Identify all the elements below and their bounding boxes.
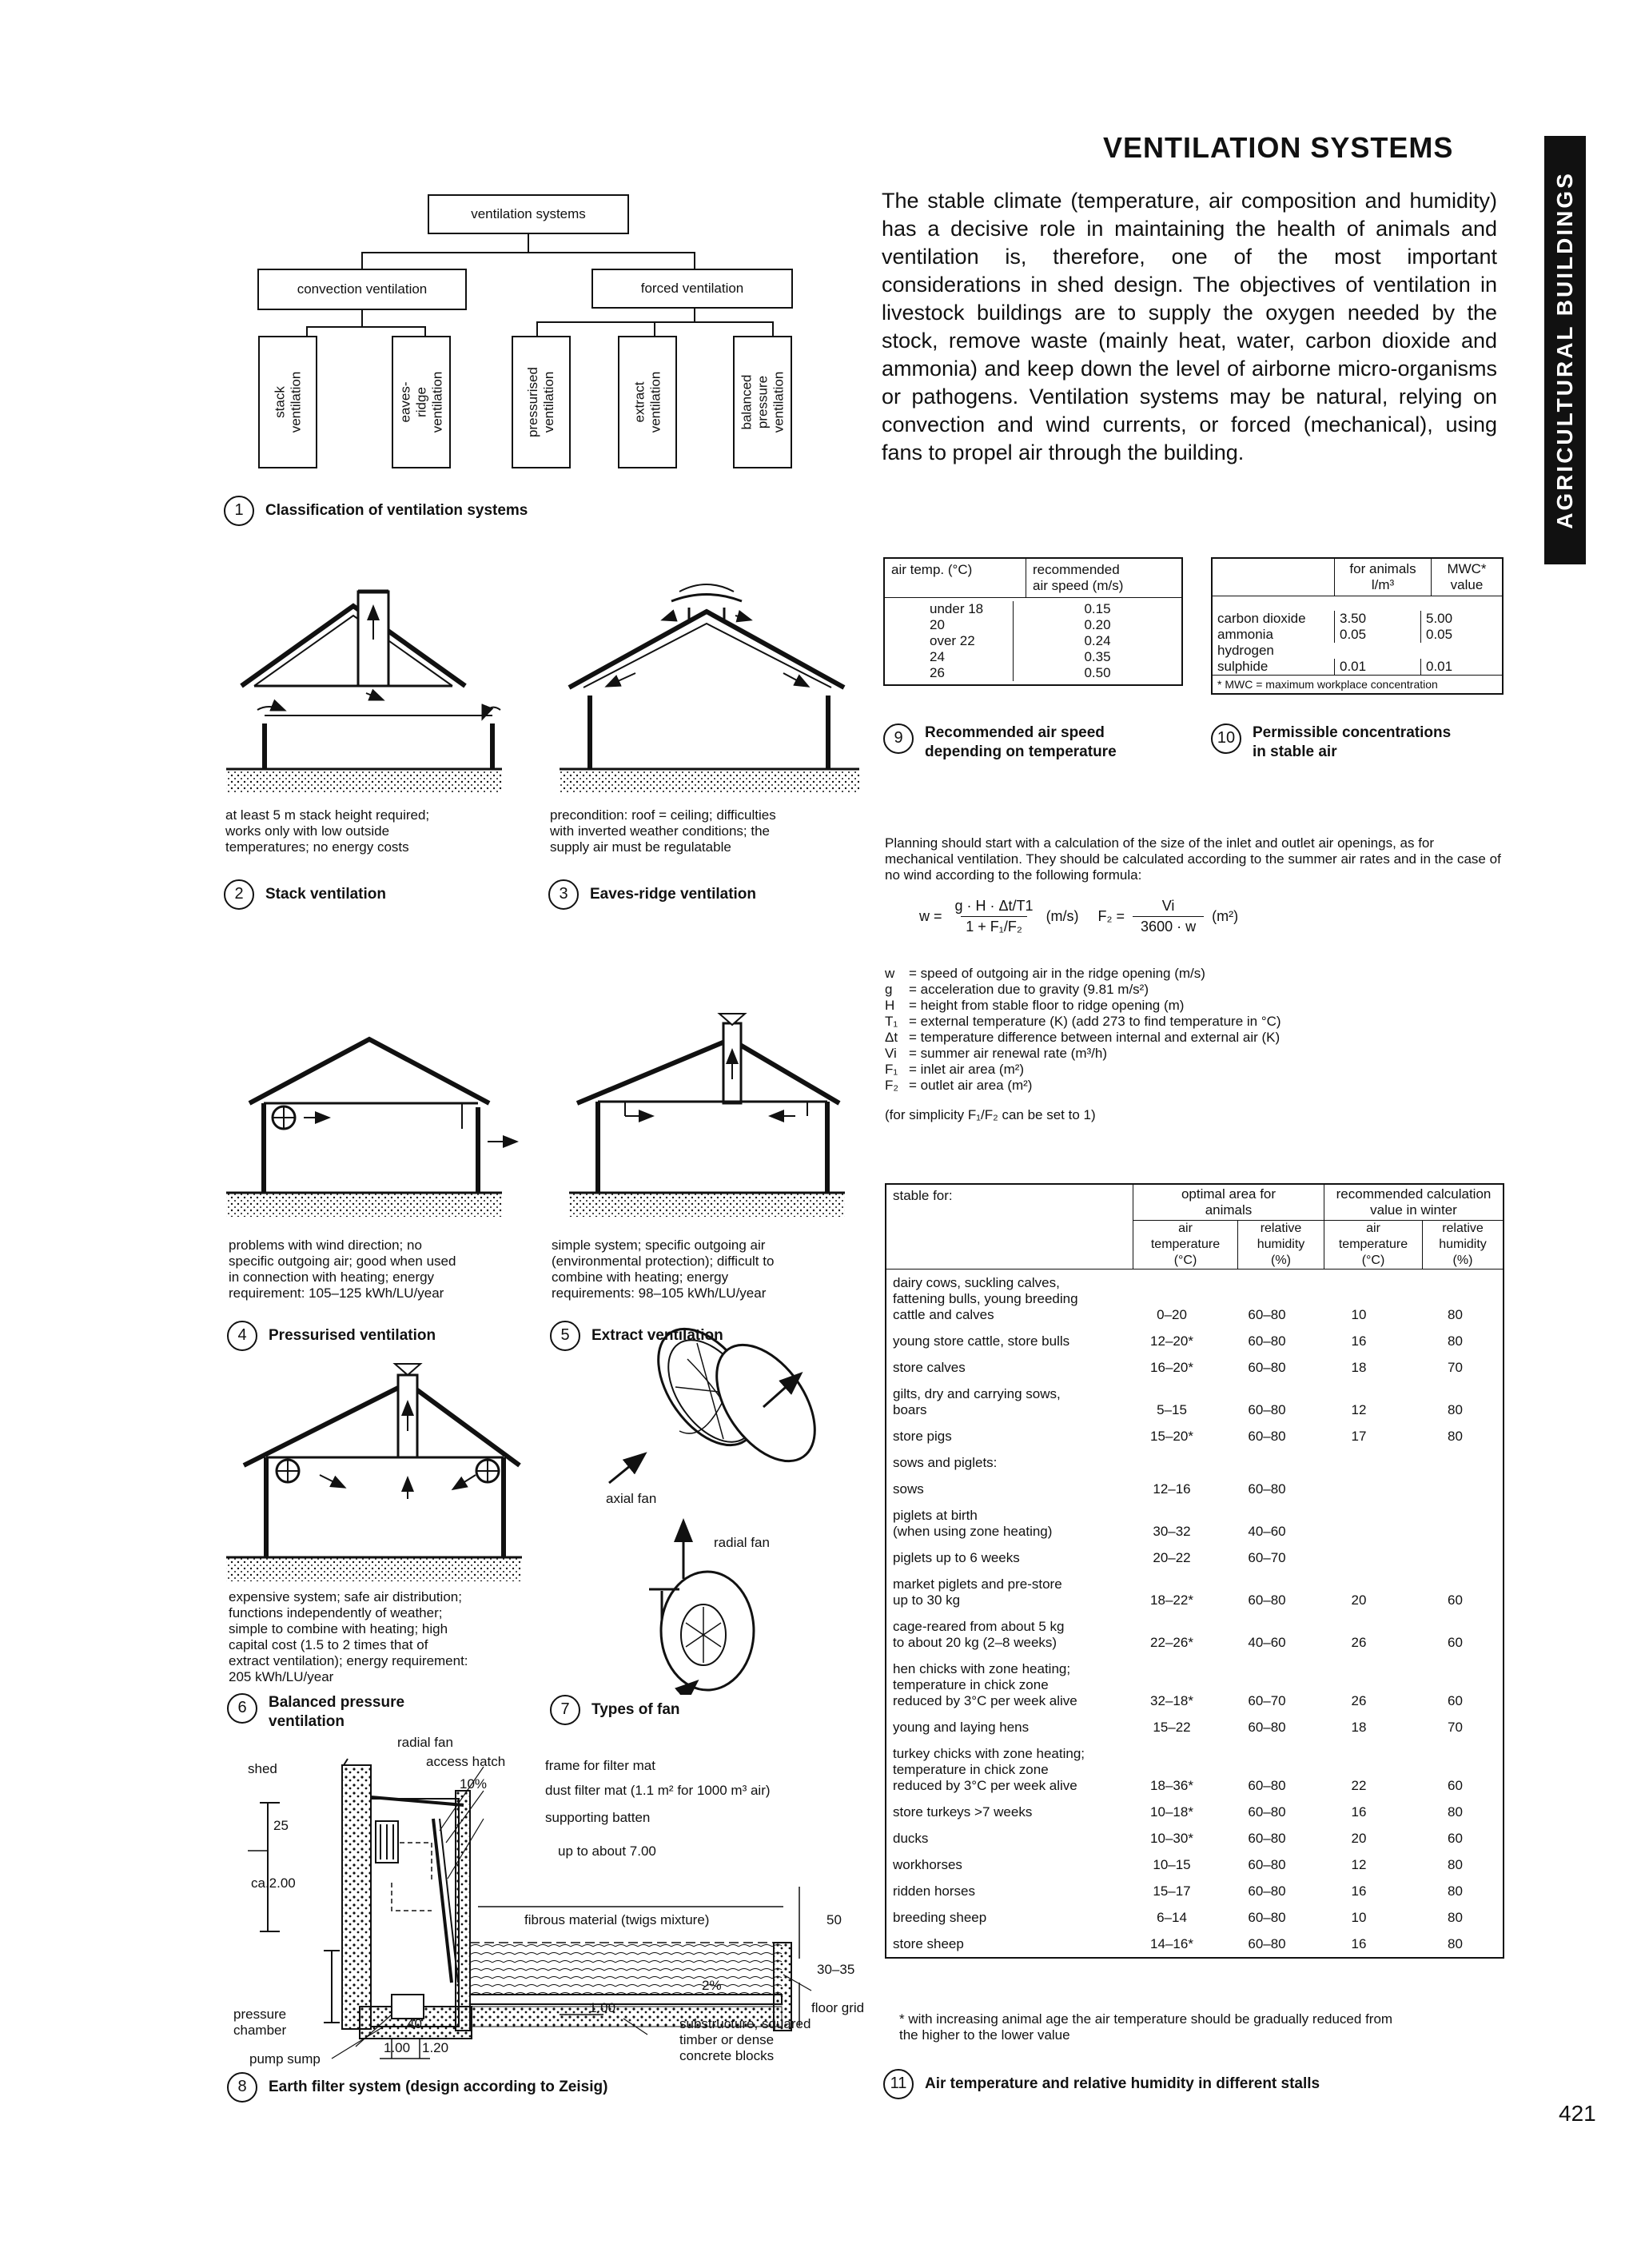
ef-d40: 40 [407, 2016, 422, 2031]
ef-d25: 25 [273, 1818, 289, 1833]
caption-5: 5 Extract ventilation [550, 1321, 723, 1351]
intro-paragraph: The stable climate (temperature, air composition and humidity) has a decisive role in maintaining the health of animals and ventilation is, therefore, one of the most important considerations in shed design. The objectives of ventilation in livestock buildings are to supply the oxygen needed by the stock, remove waste (mainly heat, water, carbon dioxide and ammonia) and keep down the level of airborne micro-organisms or pathogens. Ventilation systems may be natural, relying on convection and wind currents, or forced (mechanical), using fans to propel air through the building. [882, 189, 1497, 464]
balanced-ventilation-diagram [226, 1364, 522, 1581]
ef-ca200: ca.2.00 [251, 1875, 296, 1891]
ef-access-hatch: access hatch [426, 1754, 506, 1769]
t11-row: young and laying hens 15–22 60–80 18 70 [893, 1720, 1463, 1735]
t9-row: 26 0.50 [885, 665, 1181, 684]
formula-simplicity: (for simplicity F₁/F₂ can be set to 1) [885, 1107, 1096, 1122]
balanced-note: expensive system; safe air distribution; functions independently of weather; simple to combine with heating; high capital cost (1.5 to 2 times that of extract ventilation); energy requirement: 205 kWh/LU/year [229, 1589, 468, 1684]
t11-row: ridden horses 15–17 60–80 16 80 [893, 1883, 1463, 1899]
ef-slope2: 2% [702, 1978, 722, 1993]
formula-definitions [885, 966, 1281, 1094]
t10-row: ammonia 0.05 0.05 [1213, 627, 1502, 643]
node-forced: forced ventilation [591, 269, 793, 309]
t10-row: carbon dioxide 3.50 5.00 [1213, 611, 1502, 627]
t9-row: over 22 0.24 [885, 633, 1181, 649]
t10-footnote: * MWC = maximum workplace concentration [1213, 675, 1502, 693]
caption-10: 10 Permissible concentrations in stable air [1211, 723, 1451, 762]
t11-row: piglets up to 6 weeks 20–22 60–70 [893, 1550, 1286, 1565]
node-convection: convection ventilation [257, 269, 467, 310]
caption-11: 11 Air temperature and relative humidity in different stalls [883, 2069, 1320, 2099]
t11-row: young store cattle, store bulls 12–20* 60–80 16 80 [893, 1333, 1463, 1349]
extract-note: simple system; specific outgoing air (environmental protection); difficult to combine with heating; energy requirements: 98–105 kWh/LU/year [552, 1238, 775, 1301]
stack-note: at least 5 m stack height required; works only with low outside temperatures; no energy costs [225, 807, 430, 855]
t11-row: store pigs 15–20* 60–80 17 80 [893, 1429, 1463, 1444]
ef-pump-sump: pump sump [249, 2051, 321, 2067]
t9-header-temp: air temp. (°C) [891, 562, 973, 577]
caption-2: 2 Stack ventilation [224, 879, 386, 910]
caption-3: 3 Eaves-ridge ventilation [548, 879, 756, 910]
t11-row: ducks 10–30* 60–80 20 60 [893, 1831, 1463, 1846]
definition-row: g = acceleration due to gravity (9.81 m/s²) [885, 982, 1149, 997]
formula-block: w = $\frac{g \cdot H \cdot \Delta t/T1}{\text{1 + F₁/F₂}}$ (m/s) F₂ = $\frac{Vi}{3600 \cdot w}$ (m²) [919, 898, 1239, 935]
radial-fan-label: radial fan [714, 1535, 770, 1550]
ef-supporting: supporting batten [545, 1810, 651, 1825]
t11-header-optimal: optimal area for animals [1133, 1185, 1324, 1221]
t11-header-recommended: recommended calculation value in winter [1324, 1185, 1503, 1221]
caption-1: 1 Classification of ventilation systems [224, 496, 528, 526]
t9-row: under 18 0.15 [885, 598, 1181, 617]
temperature-humidity-table: stable for: optimal area for animals air temperature (°C) relative humidity (%) recommended calculation value in winter air temperature (°C) relative humidity (%) dairy cows, suckling calves, fattening bulls, young breeding cattle and calves 0–20 60–80 10 80 young store cattle, store bulls 12–20* 60–80 16 80 store calves 16–20* 60–80 18 70 gilts, dry and carrying sows, boars 5–15 60–80 12 80 store pigs 15–20* 60–80 17 80 sows and piglets: sows 12–16 60–80 piglets at birth (when using zone heating) 30–32 40–60 piglets up to 6 weeks 20–22 60–70 market piglets and pre-store up to 30 kg 18–22* 60–80 20 60 cage-reared from about 5 kg to about 20 kg (2–8 weeks) 22–26* 40–60 26 60 hen chicks with zone heating; temperature in chick zone reduced by 3°C per week alive 32–18* 60–70 26 60 young and laying hens 15–22 60–80 18 70 turkey chicks with zone heating; temperature in chick zone reduced by 3°C per week alive 18–36* 60–80 22 60 store turkeys >7 weeks 10–18* 60–80 16 80 ducks 10–30* 60–80 20 60 workhorses 10–15 60–80 12 80 ridden horses 15–17 60–80 16 80 breeding sheep 6–14 60–80 10 80 store sheep 14–16* 60–80 16 80 [885, 1183, 1504, 1959]
eaves-ridge-ventilation-diagram [560, 584, 859, 793]
t9-header-speed: recommended air speed (m/s) [1026, 559, 1181, 597]
t11-row: sows 12–16 60–80 [893, 1481, 1286, 1497]
t10-row: hydrogen sulphide 0.01 0.01 [1213, 643, 1502, 675]
definition-row: F₂ = outlet air area (m²) [885, 1078, 1033, 1093]
ef-d100a: 1.00 [589, 2000, 616, 2015]
section-tab-label: AGRICULTURAL BUILDINGS [1552, 171, 1577, 529]
definition-row: T₁ = external temperature (K) (add 273 to find temperature in °C) [885, 1014, 1281, 1029]
ef-radial-fan: radial fan [397, 1735, 453, 1750]
t11-row: piglets at birth (when using zone heating) 30–32 40–60 [893, 1508, 1286, 1539]
leaf-extract: extract ventilation [618, 336, 677, 468]
t11-row: workhorses 10–15 60–80 12 80 [893, 1857, 1463, 1872]
t11-row: gilts, dry and carrying sows, boars 5–15 60–80 12 80 [893, 1386, 1463, 1417]
ef-d100b: 1.00 [384, 2040, 411, 2055]
ef-up-to: up to about 7.00 [558, 1843, 656, 1859]
ef-d50: 50 [826, 1912, 842, 1927]
caption-6: 6 Balanced pressure ventilation [227, 1693, 404, 1732]
t11-row: sows and piglets: [893, 1455, 998, 1470]
leaf-stack: stack ventilation [258, 336, 317, 468]
definition-row: F₁ = inlet air area (m²) [885, 1062, 1025, 1077]
t11-row: dairy cows, suckling calves, fattening bulls, young breeding cattle and calves 0–20 60–80 10 80 [893, 1275, 1463, 1322]
page-number: 421 [1559, 2101, 1596, 2126]
caption-9: 9 Recommended air speed depending on temperature [883, 723, 1117, 762]
formula-intro: Planning should start with a calculation of the size of the inlet and outlet air openings, as for mechanical ventilation. They should be calculated according to the summer air rates and in the case of no wind according to the following formula: [885, 835, 1501, 883]
t11-row: store calves 16–20* 60–80 18 70 [893, 1360, 1463, 1375]
ef-dust-filter: dust filter mat (1.1 m² for 1000 m³ air) [545, 1783, 771, 1798]
pressurised-note: problems with wind direction; no specific outgoing air; good when used in connection with heating; energy requirement: 105–125 kWh/LU/year [229, 1238, 456, 1301]
t10-body [1213, 596, 1502, 675]
ef-shed: shed [248, 1761, 277, 1776]
definition-row: w = speed of outgoing air in the ridge opening (m/s) [885, 966, 1205, 981]
t11-row: breeding sheep 6–14 60–80 10 80 [893, 1910, 1463, 1925]
t11-row: hen chicks with zone heating; temperature in chick zone reduced by 3°C per week alive 32–18* 60–70 26 60 [893, 1661, 1463, 1708]
t9-row: 20 0.20 [885, 617, 1181, 633]
ef-slope10: 10% [460, 1776, 488, 1792]
caption-8: 8 Earth filter system (design according to Zeisig) [227, 2072, 607, 2103]
concentration-table [1211, 557, 1504, 695]
page-title: VENTILATION SYSTEMS [1103, 131, 1454, 164]
ef-frame: frame for filter mat [545, 1758, 655, 1773]
ef-pressure-chamber: pressure chamber [233, 2007, 287, 2038]
air-speed-table [883, 557, 1183, 686]
leaf-balanced: balanced pressure ventilation [733, 336, 792, 468]
caption-4: 4 Pressurised ventilation [227, 1321, 436, 1351]
ef-d120: 1.20 [422, 2040, 449, 2055]
definition-row: Vi = summer air renewal rate (m³/h) [885, 1046, 1107, 1061]
extract-ventilation-diagram [569, 1014, 845, 1217]
t10-header-animals: for animals l/m³ [1334, 559, 1431, 596]
ef-floor-grid: floor grid [811, 2000, 865, 2015]
stack-ventilation-diagram [226, 592, 502, 793]
t11-row: market piglets and pre-store up to 30 kg 18–22* 60–80 20 60 [893, 1576, 1463, 1608]
ef-substructure: substructure, squared timber or dense concrete blocks [679, 2016, 811, 2063]
ef-fibrous: fibrous material (twigs mixture) [524, 1912, 710, 1927]
axial-fan-label: axial fan [606, 1491, 657, 1506]
t11-row: store turkeys >7 weeks 10–18* 60–80 16 80 [893, 1804, 1463, 1820]
t11-row: turkey chicks with zone heating; temperature in chick zone reduced by 3°C per week alive 18–36* 60–80 22 60 [893, 1746, 1463, 1793]
t11-row: cage-reared from about 5 kg to about 20 kg (2–8 weeks) 22–26* 40–60 26 60 [893, 1619, 1463, 1650]
t9-body [885, 598, 1181, 684]
definition-row: H = height from stable floor to ridge opening (m) [885, 998, 1185, 1013]
eaves-note: precondition: roof = ceiling; difficulties with inverted weather conditions; the supply air must be regulatable [550, 807, 776, 855]
pressurised-ventilation-diagram [226, 1039, 516, 1217]
t11-body [886, 1270, 1503, 1957]
caption-7: 7 Types of fan [550, 1695, 680, 1725]
t10-header-mwc: MWC* value [1431, 559, 1502, 596]
table11-footnote: * with increasing animal age the air temperature should be gradually reduced from the higher to the lower value [899, 2011, 1393, 2043]
t11-header-stable: stable for: [893, 1188, 953, 1203]
section-tab [1544, 136, 1586, 564]
node-ventilation-systems: ventilation systems [428, 194, 629, 234]
leaf-eaves-ridge: eaves-ridge ventilation [392, 336, 451, 468]
leaf-pressurised: pressurised ventilation [512, 336, 571, 468]
t11-row: store sheep 14–16* 60–80 16 80 [893, 1936, 1463, 1951]
definition-row: Δt = temperature difference between internal and external air (K) [885, 1030, 1281, 1045]
t9-row: 24 0.35 [885, 649, 1181, 665]
ef-d3035: 30–35 [817, 1962, 855, 1977]
